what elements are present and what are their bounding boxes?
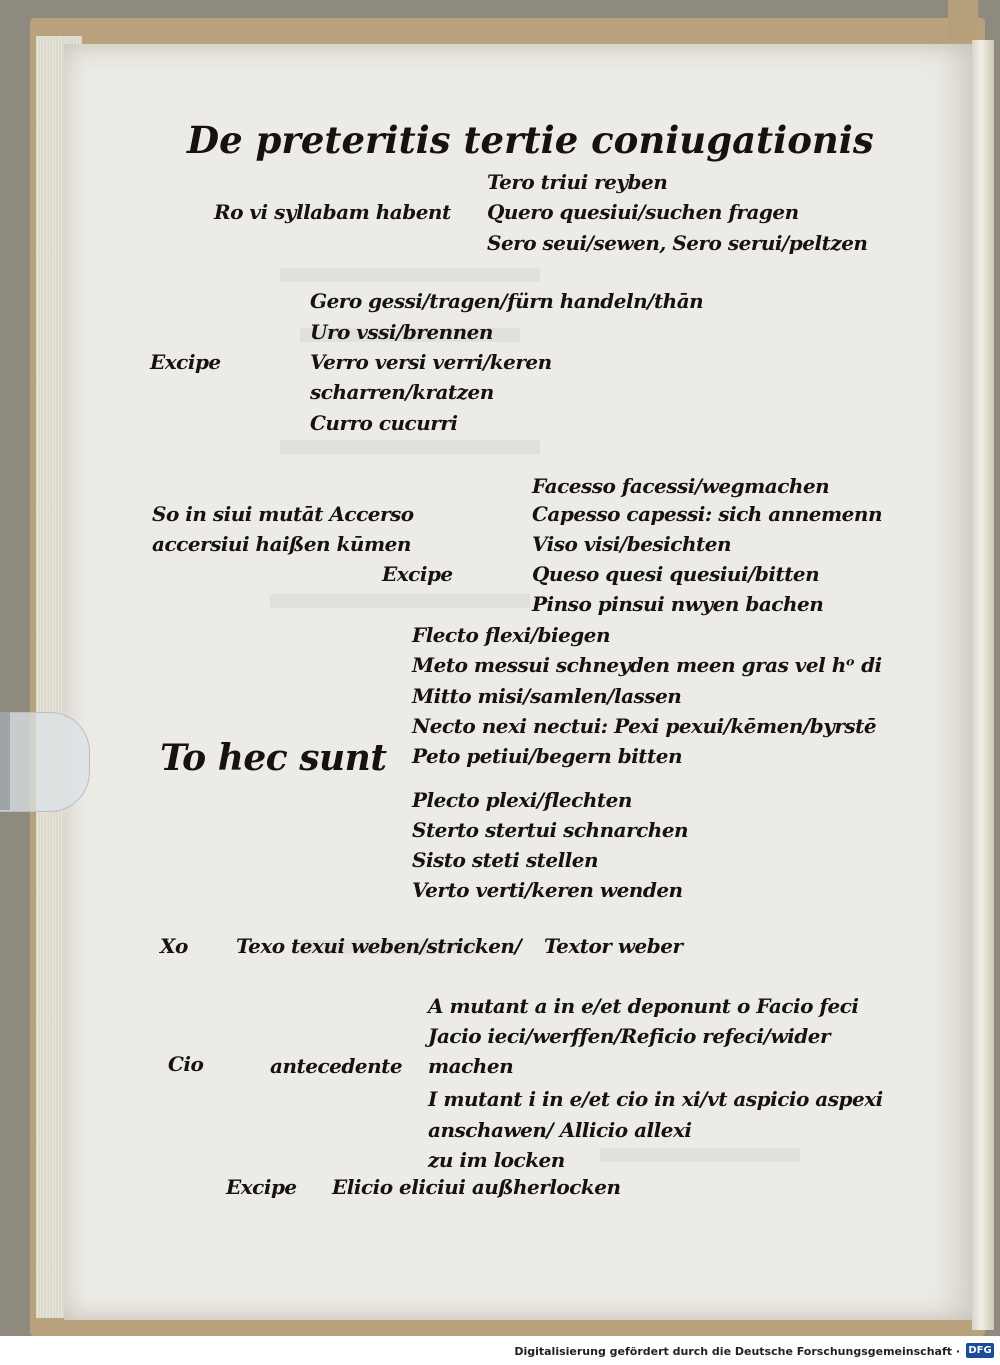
dfg-logo: DFG bbox=[966, 1343, 994, 1358]
to-line-2: Meto messui schneyden meen gras vel hᵒ di bbox=[412, 653, 882, 677]
cio-line-3: machen bbox=[428, 1054, 514, 1078]
cio-label-2: antecedente bbox=[270, 1054, 403, 1078]
to-line-5: Peto petiui/begern bitten bbox=[412, 744, 683, 768]
book-ribbon bbox=[948, 0, 978, 40]
show-through-mark bbox=[600, 1148, 800, 1162]
page-title: De preteritis tertie coniugationis bbox=[187, 118, 874, 162]
excipe1-line-5: Curro cucurri bbox=[310, 411, 458, 435]
to-line-4: Necto nexi nectui: Pexi pexui/kēmen/byrstē bbox=[412, 714, 877, 738]
show-through-mark bbox=[280, 440, 540, 454]
ro-line-3: Sero seui/sewen, Sero serui/peltzen bbox=[487, 231, 868, 255]
to-line-1: Flecto flexi/biegen bbox=[412, 623, 611, 647]
cio-line-6: zu im locken bbox=[428, 1148, 565, 1172]
cio-excipe-label: Excipe bbox=[226, 1175, 297, 1199]
cio-excipe-line: Elicio eliciui außherlocken bbox=[332, 1175, 621, 1199]
ro-line-1: Tero triui reyben bbox=[487, 170, 668, 194]
cio-line-5: anschawen/ Allicio allexi bbox=[428, 1118, 692, 1142]
show-through-mark bbox=[280, 268, 540, 282]
xo-label: Xo bbox=[160, 934, 188, 958]
show-through-mark bbox=[270, 594, 530, 608]
to-line-9: Verto verti/keren wenden bbox=[412, 878, 683, 902]
to-line-6: Plecto plexi/flechten bbox=[412, 788, 632, 812]
excipe1-line-1: Gero gessi/tragen/fürn handeln/thān bbox=[310, 289, 704, 313]
excipe1-line-3: Verro versi verri/keren bbox=[310, 350, 552, 374]
ro-line-2: Quero quesiui/suchen fragen bbox=[487, 200, 799, 224]
xo-line-a: Texo texui weben/stricken/ bbox=[236, 934, 522, 958]
so-excipe-label: Excipe bbox=[382, 562, 453, 586]
so-excipe-line-1: Queso quesi quesiui/bitten bbox=[532, 562, 820, 586]
so-line-2: Capesso capessi: sich annemenn bbox=[532, 502, 882, 526]
to-line-8: Sisto steti stellen bbox=[412, 848, 599, 872]
page-clip-strip bbox=[0, 712, 10, 810]
cio-line-1: A mutant a in e/et deponunt o Facio feci bbox=[428, 994, 859, 1018]
cio-line-2: Jacio ieci/werffen/Reficio refeci/wider bbox=[428, 1024, 831, 1048]
ro-label: Ro vi syllabam habent bbox=[214, 200, 451, 224]
facing-page-edge bbox=[972, 40, 994, 1330]
excipe1-line-4: scharren/kratzen bbox=[310, 380, 494, 404]
xo-line-b: Textor weber bbox=[544, 934, 683, 958]
to-line-7: Sterto stertui schnarchen bbox=[412, 818, 689, 842]
footer-credit: Digitalisierung gefördert durch die Deutsche Forschungsgemeinschaft · bbox=[514, 1345, 960, 1358]
page-clip bbox=[0, 712, 90, 812]
so-label-1: So in siui mutāt Accerso bbox=[152, 502, 414, 526]
excipe1-line-2: Uro vssi/brennen bbox=[310, 320, 493, 344]
so-label-2: accersiui haißen kūmen bbox=[152, 532, 411, 556]
so-excipe-line-2: Pinso pinsui nwyen bachen bbox=[532, 592, 824, 616]
so-line-3: Viso visi/besichten bbox=[532, 532, 731, 556]
to-line-3: Mitto misi/samlen/lassen bbox=[412, 684, 682, 708]
footer-bar bbox=[0, 1336, 1000, 1365]
cio-line-4: I mutant i in e/et cio in xi/vt aspicio aspexi bbox=[428, 1087, 883, 1111]
so-line-1: Facesso facessi/wegmachen bbox=[532, 474, 830, 498]
to-label: To hec sunt bbox=[160, 737, 387, 779]
excipe1-label: Excipe bbox=[150, 350, 221, 374]
cio-label: Cio bbox=[168, 1052, 204, 1076]
